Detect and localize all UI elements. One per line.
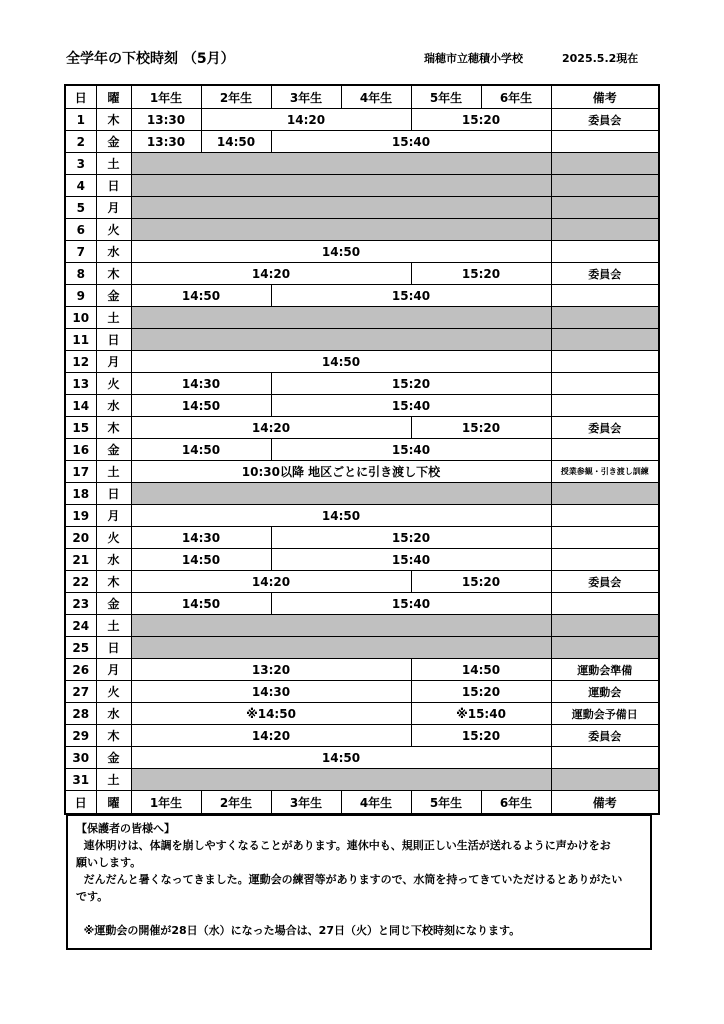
weekday-cell: 土 <box>96 307 131 329</box>
weekday-cell: 金 <box>96 285 131 307</box>
dismissal-time-cell: 15:40 <box>271 131 551 153</box>
note-cell <box>551 131 659 153</box>
note-cell <box>551 373 659 395</box>
table-row <box>65 439 659 461</box>
dismissal-time-cell: 14:50 <box>131 395 271 417</box>
day-cell: 8 <box>65 263 96 285</box>
table-row <box>65 153 659 175</box>
table-row <box>65 461 659 483</box>
holiday-cell <box>131 153 551 175</box>
dismissal-time-cell: 15:20 <box>411 681 551 703</box>
weekday-cell: 月 <box>96 659 131 681</box>
day-cell: 20 <box>65 527 96 549</box>
column-header: 曜 <box>96 85 131 109</box>
table-row <box>65 329 659 351</box>
day-cell: 27 <box>65 681 96 703</box>
weekday-cell: 土 <box>96 769 131 791</box>
column-header: 6年生 <box>481 791 551 815</box>
day-cell: 4 <box>65 175 96 197</box>
dismissal-time-cell: 15:20 <box>271 527 551 549</box>
dismissal-time-cell: 14:30 <box>131 373 271 395</box>
weekday-cell: 火 <box>96 373 131 395</box>
column-header: 2年生 <box>201 791 271 815</box>
weekday-cell: 木 <box>96 109 131 131</box>
dismissal-time-cell: 14:50 <box>201 131 271 153</box>
notice-paragraph-3: ※運動会の開催が28日（水）になった場合は、27日（火）と同じ下校時刻になります。 <box>76 924 521 937</box>
day-cell: 9 <box>65 285 96 307</box>
holiday-cell <box>131 307 551 329</box>
day-cell: 1 <box>65 109 96 131</box>
holiday-cell <box>131 197 551 219</box>
day-cell: 26 <box>65 659 96 681</box>
table-row <box>65 703 659 725</box>
note-cell: 委員会 <box>551 725 659 747</box>
table-row <box>65 483 659 505</box>
note-cell <box>551 175 659 197</box>
table-row <box>65 769 659 791</box>
day-cell: 7 <box>65 241 96 263</box>
table-row <box>65 747 659 769</box>
table-header-row <box>65 85 659 109</box>
page-title: 全学年の下校時刻 （5月） <box>66 51 235 67</box>
column-header: 曜 <box>96 791 131 815</box>
weekday-cell: 土 <box>96 461 131 483</box>
day-cell: 17 <box>65 461 96 483</box>
dismissal-schedule-table <box>64 84 660 815</box>
dismissal-time-cell: 15:20 <box>411 725 551 747</box>
table-row <box>65 571 659 593</box>
day-cell: 19 <box>65 505 96 527</box>
dismissal-time-cell: 14:20 <box>131 571 411 593</box>
school-name: 瑞穂市立穂積小学校 <box>424 52 523 65</box>
table-row <box>65 725 659 747</box>
dismissal-time-cell: 14:20 <box>201 109 411 131</box>
day-cell: 3 <box>65 153 96 175</box>
weekday-cell: 土 <box>96 153 131 175</box>
note-cell <box>551 483 659 505</box>
weekday-cell: 水 <box>96 241 131 263</box>
notice-paragraph-2a: だんだんと暑くなってきました。運動会の練習等がありますので、水筒を持ってきていただけるとありがたい <box>76 873 623 886</box>
table-footer-row <box>65 791 659 815</box>
day-cell: 31 <box>65 769 96 791</box>
notice-heading: 【保護者の皆様へ】 <box>76 822 175 835</box>
note-cell <box>551 241 659 263</box>
dismissal-time-cell: 15:40 <box>271 439 551 461</box>
weekday-cell: 月 <box>96 197 131 219</box>
column-header: 2年生 <box>201 85 271 109</box>
column-header: 4年生 <box>341 791 411 815</box>
dismissal-time-cell: 13:20 <box>131 659 411 681</box>
note-cell <box>551 153 659 175</box>
dismissal-time-cell: 14:50 <box>131 351 551 373</box>
dismissal-time-cell: 14:30 <box>131 527 271 549</box>
as-of-date: 2025.5.2現在 <box>562 52 639 65</box>
weekday-cell: 日 <box>96 483 131 505</box>
dismissal-time-cell: 15:40 <box>271 593 551 615</box>
dismissal-time-cell: 15:20 <box>411 263 551 285</box>
column-header: 3年生 <box>271 791 341 815</box>
dismissal-time-cell: 14:50 <box>411 659 551 681</box>
dismissal-time-cell: 14:30 <box>131 681 411 703</box>
note-cell <box>551 329 659 351</box>
weekday-cell: 金 <box>96 593 131 615</box>
weekday-cell: 日 <box>96 637 131 659</box>
table-row <box>65 219 659 241</box>
holiday-cell <box>131 175 551 197</box>
dismissal-time-cell: ※15:40 <box>411 703 551 725</box>
weekday-cell: 金 <box>96 439 131 461</box>
dismissal-time-cell: 14:50 <box>131 747 551 769</box>
dismissal-time-cell: 13:30 <box>131 109 201 131</box>
table-row <box>65 373 659 395</box>
note-cell: 委員会 <box>551 263 659 285</box>
note-cell <box>551 637 659 659</box>
weekday-cell: 火 <box>96 219 131 241</box>
day-cell: 6 <box>65 219 96 241</box>
day-cell: 28 <box>65 703 96 725</box>
column-header: 1年生 <box>131 791 201 815</box>
note-cell <box>551 747 659 769</box>
note-cell <box>551 527 659 549</box>
note-cell: 運動会準備 <box>551 659 659 681</box>
holiday-cell <box>131 219 551 241</box>
dismissal-time-cell: 15:20 <box>411 571 551 593</box>
column-header: 日 <box>65 85 96 109</box>
table-row <box>65 527 659 549</box>
column-header: 備考 <box>551 791 659 815</box>
weekday-cell: 水 <box>96 703 131 725</box>
day-cell: 24 <box>65 615 96 637</box>
dismissal-time-cell: 14:50 <box>131 241 551 263</box>
note-cell: 委員会 <box>551 109 659 131</box>
day-cell: 25 <box>65 637 96 659</box>
column-header: 3年生 <box>271 85 341 109</box>
day-cell: 23 <box>65 593 96 615</box>
weekday-cell: 月 <box>96 351 131 373</box>
day-cell: 16 <box>65 439 96 461</box>
day-cell: 22 <box>65 571 96 593</box>
day-cell: 30 <box>65 747 96 769</box>
table-row <box>65 351 659 373</box>
dismissal-time-cell: 14:50 <box>131 285 271 307</box>
dismissal-time-cell: 10:30以降 地区ごとに引き渡し下校 <box>131 461 551 483</box>
note-cell <box>551 219 659 241</box>
note-cell: 委員会 <box>551 417 659 439</box>
dismissal-time-cell: 13:30 <box>131 131 201 153</box>
column-header: 5年生 <box>411 85 481 109</box>
table-row <box>65 505 659 527</box>
table-row <box>65 549 659 571</box>
notice-box <box>66 814 652 950</box>
weekday-cell: 土 <box>96 615 131 637</box>
dismissal-time-cell: 14:20 <box>131 263 411 285</box>
holiday-cell <box>131 483 551 505</box>
dismissal-time-cell: 15:20 <box>411 109 551 131</box>
column-header: 6年生 <box>481 85 551 109</box>
table-row <box>65 615 659 637</box>
weekday-cell: 月 <box>96 505 131 527</box>
weekday-cell: 木 <box>96 725 131 747</box>
weekday-cell: 木 <box>96 417 131 439</box>
table-row <box>65 131 659 153</box>
weekday-cell: 火 <box>96 681 131 703</box>
weekday-cell: 木 <box>96 571 131 593</box>
table-row <box>65 241 659 263</box>
weekday-cell: 金 <box>96 747 131 769</box>
dismissal-time-cell: 14:50 <box>131 439 271 461</box>
note-cell <box>551 593 659 615</box>
day-cell: 15 <box>65 417 96 439</box>
weekday-cell: 日 <box>96 329 131 351</box>
weekday-cell: 金 <box>96 131 131 153</box>
table-row <box>65 637 659 659</box>
day-cell: 2 <box>65 131 96 153</box>
note-cell: 委員会 <box>551 571 659 593</box>
holiday-cell <box>131 615 551 637</box>
dismissal-time-cell: 14:50 <box>131 549 271 571</box>
note-cell <box>551 395 659 417</box>
dismissal-time-cell: ※14:50 <box>131 703 411 725</box>
weekday-cell: 水 <box>96 395 131 417</box>
day-cell: 11 <box>65 329 96 351</box>
table-row <box>65 593 659 615</box>
note-cell <box>551 307 659 329</box>
column-header: 備考 <box>551 85 659 109</box>
day-cell: 29 <box>65 725 96 747</box>
table-row <box>65 197 659 219</box>
note-cell <box>551 351 659 373</box>
dismissal-time-cell: 14:20 <box>131 417 411 439</box>
weekday-cell: 木 <box>96 263 131 285</box>
dismissal-time-cell: 15:40 <box>271 285 551 307</box>
day-cell: 12 <box>65 351 96 373</box>
dismissal-time-cell: 15:40 <box>271 395 551 417</box>
day-cell: 14 <box>65 395 96 417</box>
weekday-cell: 日 <box>96 175 131 197</box>
note-cell: 授業参観・引き渡し訓練 <box>551 461 659 483</box>
weekday-cell: 火 <box>96 527 131 549</box>
holiday-cell <box>131 329 551 351</box>
dismissal-time-cell: 14:20 <box>131 725 411 747</box>
dismissal-time-cell: 15:20 <box>411 417 551 439</box>
note-cell <box>551 615 659 637</box>
column-header: 1年生 <box>131 85 201 109</box>
table-row <box>65 659 659 681</box>
day-cell: 18 <box>65 483 96 505</box>
table-row <box>65 263 659 285</box>
note-cell: 運動会予備日 <box>551 703 659 725</box>
column-header: 5年生 <box>411 791 481 815</box>
notice-paragraph-2b: です。 <box>76 890 109 903</box>
note-cell <box>551 197 659 219</box>
column-header: 日 <box>65 791 96 815</box>
notice-paragraph-1b: 願いします。 <box>76 856 142 869</box>
dismissal-time-cell: 15:20 <box>271 373 551 395</box>
dismissal-time-cell: 14:50 <box>131 593 271 615</box>
day-cell: 21 <box>65 549 96 571</box>
day-cell: 5 <box>65 197 96 219</box>
table-row <box>65 681 659 703</box>
table-row <box>65 307 659 329</box>
weekday-cell: 水 <box>96 549 131 571</box>
note-cell <box>551 439 659 461</box>
column-header: 4年生 <box>341 85 411 109</box>
dismissal-time-cell: 14:50 <box>131 505 551 527</box>
table-row <box>65 395 659 417</box>
note-cell <box>551 505 659 527</box>
holiday-cell <box>131 769 551 791</box>
holiday-cell <box>131 637 551 659</box>
note-cell <box>551 769 659 791</box>
note-cell: 運動会 <box>551 681 659 703</box>
day-cell: 13 <box>65 373 96 395</box>
day-cell: 10 <box>65 307 96 329</box>
table-row <box>65 285 659 307</box>
table-row <box>65 109 659 131</box>
note-cell <box>551 549 659 571</box>
notice-paragraph-1a: 連休明けは、体調を崩しやすくなることがあります。連休中も、規則正しい生活が送れるように声かけをお <box>76 839 611 852</box>
table-row <box>65 175 659 197</box>
dismissal-time-cell: 15:40 <box>271 549 551 571</box>
table-row <box>65 417 659 439</box>
note-cell <box>551 285 659 307</box>
